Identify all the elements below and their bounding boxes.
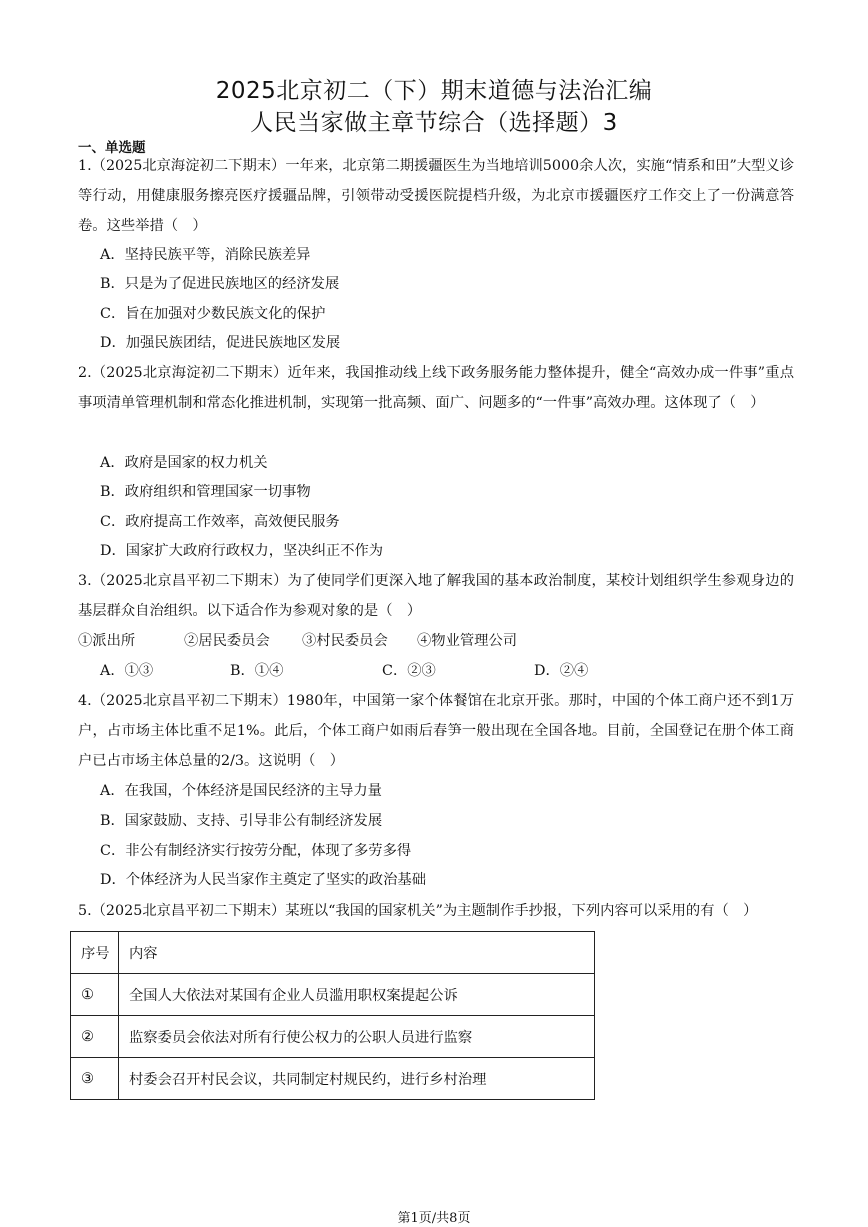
table-cell-content: 监察委员会依法对所有行使公权力的公职人员进行监察	[119, 1016, 595, 1058]
document-title-line1: 2025北京初二（下）期末道德与法治汇编	[215, 78, 653, 104]
question-2-option-b: B．政府组织和管理国家一切事物	[100, 484, 311, 500]
document-title-line2: 人民当家做主章节综合（选择题）3	[250, 110, 618, 136]
question-4-option-c: C．非公有制经济实行按劳分配，体现了多劳多得	[100, 843, 412, 859]
question-4-option-a: A．在我国，个体经济是国民经济的主导力量	[100, 783, 382, 799]
page-footer: 第1页/共8页	[397, 1211, 471, 1226]
question-4-stem: 4.（2025北京昌平初二下期末）1980年，中国第一家个体餐馆在北京开张。那时，中国的个体工商户还不到1万户，占市场主体比重不足1%。此后，个体工商户如雨后春笋一般出现在全国各地。目前，全国登记在册个体工商户已占市场主体总量的2/3。这说明（ ）	[78, 693, 794, 769]
question-3-option-d: D．②④	[534, 663, 589, 679]
table-header-index: 序号	[71, 932, 119, 974]
question-2-option-d: D．国家扩大政府行政权力，坚决纠正不作为	[100, 543, 384, 559]
question-3-options	[100, 656, 700, 686]
section-heading: 一、单选题	[78, 140, 146, 156]
question-1-stem: 1.（2025北京海淀初二下期末）一年来，北京第二期援疆医生为当地培训5000余人次，实施“情系和田”大型义诊等行动，用健康服务擦亮医疗援疆品牌，引领带动受援医院提档升级，为北京市援疆医疗工作交上了一份满意答卷。这些举措（ ）	[78, 158, 794, 234]
question-3-choice-3: ③村民委员会	[302, 633, 388, 649]
table-cell-index: ③	[71, 1058, 119, 1100]
question-2-option-a: A．政府是国家的权力机关	[100, 455, 268, 471]
question-4-option-d: D．个体经济为人民当家作主奠定了坚实的政治基础	[100, 872, 426, 888]
question-2-option-c: C．政府提高工作效率，高效便民服务	[100, 514, 340, 530]
question-3-option-a: A．①③	[100, 663, 154, 679]
table-row	[71, 1058, 595, 1100]
question-3-choice-4: ④物业管理公司	[417, 633, 518, 649]
table-header-row	[71, 932, 595, 974]
question-3-choice-1: ①派出所	[78, 633, 136, 649]
table-cell-index: ①	[71, 974, 119, 1016]
table-row	[71, 974, 595, 1016]
question-3-choices	[78, 626, 517, 656]
table-cell-content: 村委会召开村民会议，共同制定村规民约，进行乡村治理	[119, 1058, 595, 1100]
table-row	[71, 1016, 595, 1058]
table-cell-index: ②	[71, 1016, 119, 1058]
question-1-option-a: A．坚持民族平等，消除民族差异	[100, 247, 311, 263]
table-header-content: 内容	[119, 932, 595, 974]
table-cell-content: 全国人大依法对某国有企业人员滥用职权案提起公诉	[119, 974, 595, 1016]
question-1-option-c: C．旨在加强对少数民族文化的保护	[100, 306, 326, 322]
question-3-stem: 3.（2025北京昌平初二下期末）为了使同学们更深入地了解我国的基本政治制度，某校计划组织学生参观身边的基层群众自治组织。以下适合作为参观对象的是（ ）	[78, 573, 794, 619]
question-4-option-b: B．国家鼓励、支持、引导非公有制经济发展	[100, 813, 383, 829]
question-1-option-d: D．加强民族团结，促进民族地区发展	[100, 335, 341, 351]
question-5-stem: 5.（2025北京昌平初二下期末）某班以“我国的国家机关”为主题制作手抄报，下列内容可以采用的有（ ）	[78, 903, 758, 919]
question-5-table	[70, 931, 595, 1100]
question-2-stem: 2.（2025北京海淀初二下期末）近年来，我国推动线上线下政务服务能力整体提升，健全“高效办成一件事”重点事项清单管理机制和常态化推进机制，实现第一批高频、面广、问题多的“一件事”高效办理。这体现了（ ）	[78, 365, 794, 411]
question-1-option-b: B．只是为了促进民族地区的经济发展	[100, 276, 340, 292]
question-3-choice-2: ②居民委员会	[184, 633, 270, 649]
question-3-option-b: B．①④	[230, 663, 284, 679]
question-3-option-c: C．②③	[382, 663, 436, 679]
